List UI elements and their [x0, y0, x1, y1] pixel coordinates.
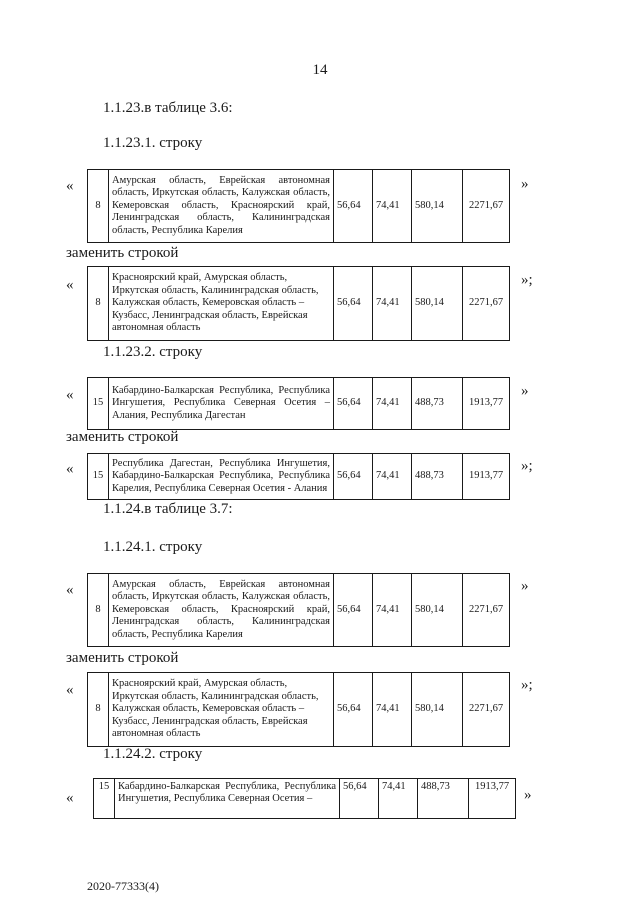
document-code: 2020-77333(4) [87, 879, 159, 893]
row-number: 8 [88, 574, 109, 647]
value-1: 56,64 [334, 673, 373, 747]
value-3: 488,73 [412, 454, 463, 500]
value-1: 56,64 [334, 454, 373, 500]
value-1: 56,64 [334, 378, 373, 430]
closing-quote: » [521, 383, 529, 399]
opening-quote: « [66, 461, 74, 477]
closing-quote: »; [521, 677, 533, 693]
closing-quote: »; [521, 272, 533, 288]
value-3: 488,73 [418, 779, 469, 819]
value-3: 580,14 [412, 267, 463, 341]
value-4: 1913,77 [463, 378, 510, 430]
closing-quote: » [524, 787, 532, 803]
value-1: 56,64 [334, 170, 373, 243]
row-number: 15 [94, 779, 115, 819]
closing-quote: »; [521, 458, 533, 474]
table-row [93, 778, 516, 819]
value-4: 2271,67 [463, 673, 510, 747]
value-4: 2271,67 [463, 267, 510, 341]
table-row [87, 169, 510, 243]
value-4: 2271,67 [463, 170, 510, 243]
table-row [87, 266, 510, 341]
page-number: 14 [312, 62, 328, 78]
section-heading-1-1-23: 1.1.23.в таблице 3.6: [103, 100, 233, 116]
value-2: 74,41 [373, 673, 412, 747]
section-heading-1-1-23-2: 1.1.23.2. строку [103, 344, 203, 360]
region-list: Амурская область, Еврейская автономная область, Иркутская область, Калужская область, Кемеровская область, Красноярский край, Ленинградская область, Калининградская область, Республика Карелия [109, 170, 334, 243]
value-2: 74,41 [379, 779, 418, 819]
opening-quote: « [66, 387, 74, 403]
table-row [87, 573, 510, 647]
section-heading-1-1-23-1: 1.1.23.1. строку [103, 135, 203, 151]
section-heading-1-1-24-1: 1.1.24.1. строку [103, 539, 203, 555]
value-4: 2271,67 [463, 574, 510, 647]
row-number: 8 [88, 673, 109, 747]
opening-quote: « [66, 178, 74, 194]
region-list: Амурская область, Еврейская автономная область, Иркутская область, Калужская область, Кемеровская область, Красноярский край, Ленинградская область, Калининградская область, Республика Карелия [109, 574, 334, 647]
closing-quote: » [521, 176, 529, 192]
region-list: Республика Дагестан, Республика Ингушетия, Кабардино-Балкарская Республика, Республика Карелия, Республика Северная Осетия - Алания [109, 454, 334, 500]
row-number: 8 [88, 170, 109, 243]
section-heading-1-1-24: 1.1.24.в таблице 3.7: [103, 501, 233, 517]
value-4: 1913,77 [469, 779, 516, 819]
region-list: Красноярский край, Амурская область, Иркутская область, Калининградская область, Калужская область, Кемеровская область – Кузбасс, Ленинградская область, Еврейская автономная область [109, 673, 334, 747]
replace-label: заменить строкой [66, 245, 179, 261]
opening-quote: « [66, 277, 74, 293]
value-3: 488,73 [412, 378, 463, 430]
value-1: 56,64 [334, 267, 373, 341]
region-list: Кабардино-Балкарская Республика, Республика Ингушетия, Республика Северная Осетия – [115, 779, 340, 819]
value-3: 580,14 [412, 170, 463, 243]
value-2: 74,41 [373, 454, 412, 500]
table-row [87, 672, 510, 747]
region-list: Красноярский край, Амурская область, Иркутская область, Калининградская область, Калужская область, Кемеровская область – Кузбасс, Ленинградская область, Еврейская автономная область [109, 267, 334, 341]
value-3: 580,14 [412, 673, 463, 747]
value-4: 1913,77 [463, 454, 510, 500]
table-row [87, 377, 510, 430]
row-number: 8 [88, 267, 109, 341]
value-2: 74,41 [373, 574, 412, 647]
opening-quote: « [66, 682, 74, 698]
row-number: 15 [88, 454, 109, 500]
opening-quote: « [66, 790, 74, 806]
value-3: 580,14 [412, 574, 463, 647]
replace-label: заменить строкой [66, 650, 179, 666]
value-2: 74,41 [373, 170, 412, 243]
value-1: 56,64 [340, 779, 379, 819]
value-1: 56,64 [334, 574, 373, 647]
row-number: 15 [88, 378, 109, 430]
value-2: 74,41 [373, 378, 412, 430]
section-heading-1-1-24-2: 1.1.24.2. строку [103, 746, 203, 762]
opening-quote: « [66, 582, 74, 598]
table-row [87, 453, 510, 500]
closing-quote: » [521, 578, 529, 594]
replace-label: заменить строкой [66, 429, 179, 445]
value-2: 74,41 [373, 267, 412, 341]
region-list: Кабардино-Балкарская Республика, Республика Ингушетия, Республика Северная Осетия – Алания, Республика Дагестан [109, 378, 334, 430]
